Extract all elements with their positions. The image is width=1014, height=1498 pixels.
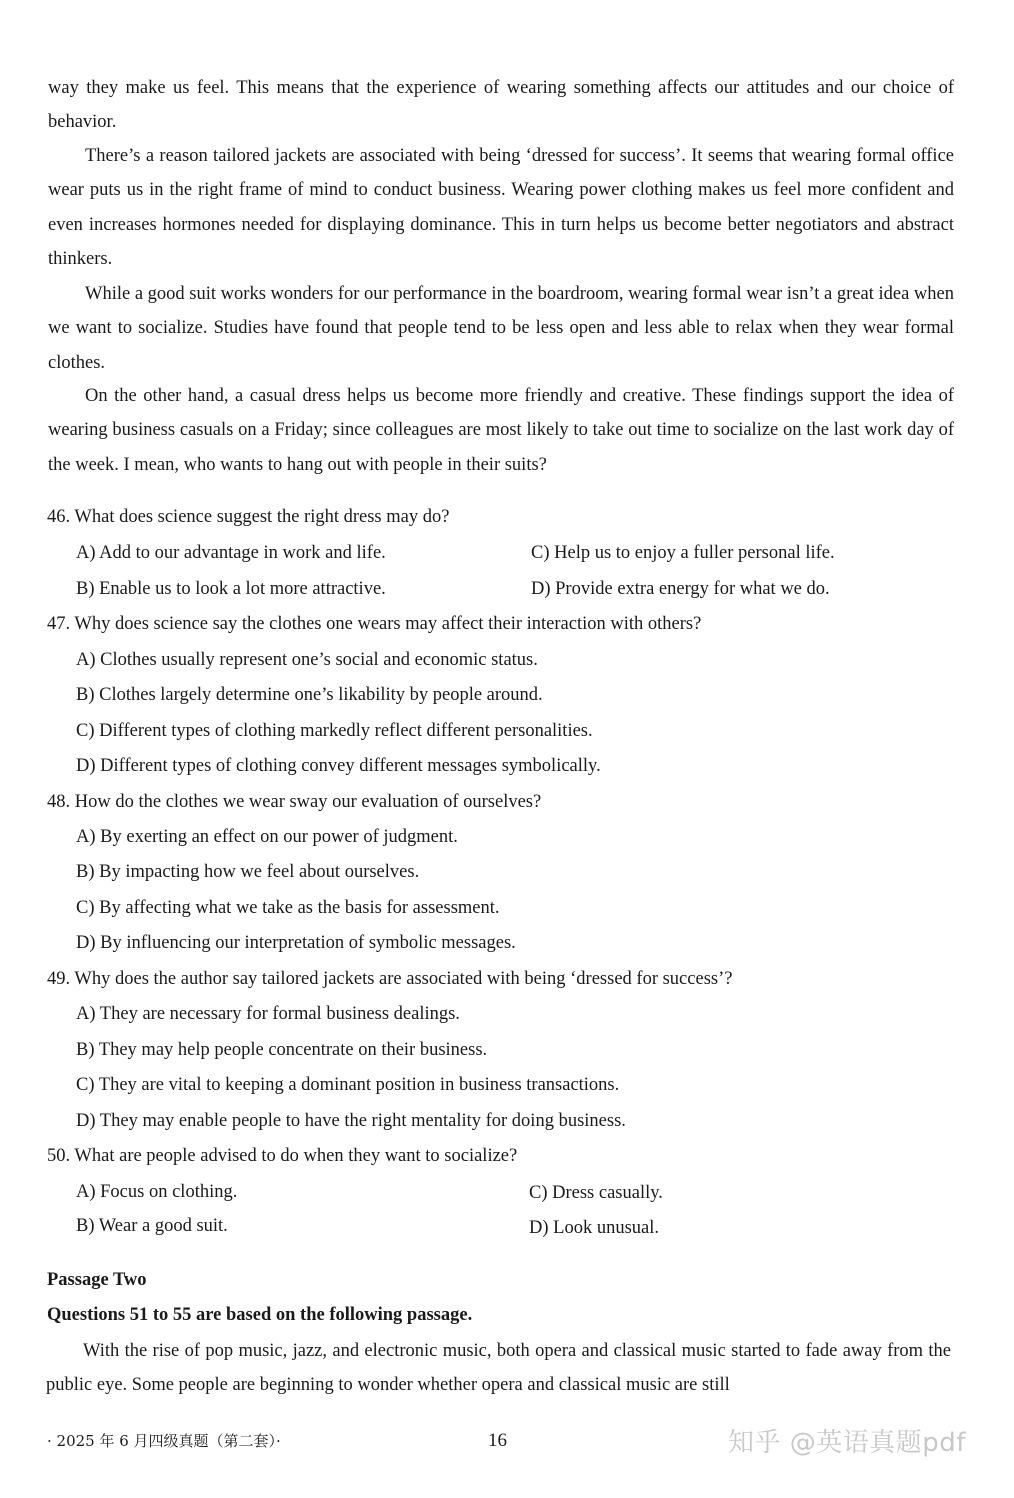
question-49-option-c: C) They are vital to keeping a dominant position in business transactions. [76, 1075, 620, 1095]
question-50-option-c: C) Dress casually. [529, 1183, 663, 1203]
question-50-stem: 50. What are people advised to do when they want to socialize? [47, 1146, 518, 1166]
passage-two-instruction: Questions 51 to 55 are based on the following passage. [47, 1305, 473, 1325]
page-number: 16 [488, 1430, 507, 1451]
question-46-option-b: B) Enable us to look a lot more attractive. [76, 579, 386, 599]
question-48-option-d: D) By influencing our interpretation of symbolic messages. [76, 933, 516, 953]
passage-paragraph: While a good suit works wonders for our performance in the boardroom, wearing formal wear isn’t a great idea when we want to socialize. Studies have found that people tend to be less open and less able to relax when they wear formal clothes. [48, 284, 954, 373]
passage-paragraph: On the other hand, a casual dress helps us become more friendly and creative. These findings support the idea of wearing business casuals on a Friday; since colleagues are most likely to take out time to socialize on the last work day of the week. I mean, who wants to hang out with people in their suits? [48, 386, 954, 475]
question-47-option-c: C) Different types of clothing markedly reflect different personalities. [76, 721, 593, 741]
question-46-option-d: D) Provide extra energy for what we do. [531, 579, 830, 599]
question-48-option-b: B) By impacting how we feel about ourselves. [76, 862, 420, 882]
question-48-option-a: A) By exerting an effect on our power of judgment. [76, 827, 458, 847]
passage-paragraph: With the rise of pop music, jazz, and electronic music, both opera and classical music started to fade away from the public eye. Some people are beginning to wonder whether opera and classical music are still [46, 1341, 951, 1396]
question-50-option-a: A) Focus on clothing. [76, 1182, 238, 1202]
passage-paragraph: way they make us feel. This means that the experience of wearing something affects our attitudes and our choice of behavior. [48, 78, 954, 133]
question-46-option-c: C) Help us to enjoy a fuller personal life. [531, 543, 835, 563]
exam-label: · 2025 年 6 月四级真题（第二套）· [47, 1432, 281, 1450]
question-49-option-b: B) They may help people concentrate on their business. [76, 1040, 488, 1060]
question-46-stem: 46. What does science suggest the right dress may do? [47, 507, 450, 527]
question-49-stem: 49. Why does the author say tailored jackets are associated with being ‘dressed for success’? [47, 969, 733, 989]
question-49-option-d: D) They may enable people to have the right mentality for doing business. [76, 1111, 626, 1131]
question-50-option-d: D) Look unusual. [529, 1218, 659, 1238]
question-46-option-a: A) Add to our advantage in work and life. [76, 543, 386, 563]
passage-two-heading: Passage Two [47, 1270, 147, 1290]
question-49-option-a: A) They are necessary for formal business dealings. [76, 1004, 460, 1024]
question-48-option-c: C) By affecting what we take as the basis for assessment. [76, 898, 500, 918]
question-47-stem: 47. Why does science say the clothes one wears may affect their interaction with others? [47, 614, 702, 634]
question-47-option-b: B) Clothes largely determine one’s likability by people around. [76, 685, 543, 705]
watermark-text: 知乎 @英语真题pdf [728, 1428, 966, 1458]
question-47-option-d: D) Different types of clothing convey different messages symbolically. [76, 756, 601, 776]
question-48-stem: 48. How do the clothes we wear sway our evaluation of ourselves? [47, 792, 542, 812]
question-50-option-b: B) Wear a good suit. [76, 1216, 228, 1236]
passage-paragraph: There’s a reason tailored jackets are associated with being ‘dressed for success’. It seems that wearing formal office wear puts us in the right frame of mind to conduct business. Wearing power clothing makes us feel more confident and even increases hormones needed for displaying dominance. This in turn helps us become better negotiators and abstract thinkers. [48, 146, 954, 269]
question-47-option-a: A) Clothes usually represent one’s social and economic status. [76, 650, 538, 670]
